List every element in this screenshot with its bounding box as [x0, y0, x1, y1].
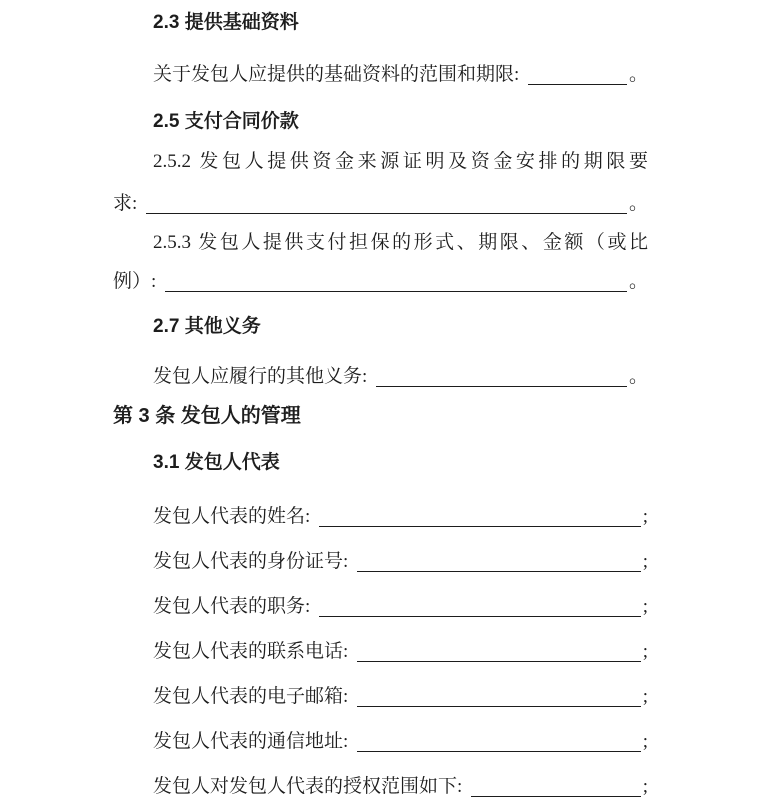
heading-3-1: 3.1 发包人代表 [153, 452, 280, 473]
clause-text: 2.5.2 发包人提供资金来源证明及资金安排的期限要 [153, 151, 648, 172]
field-other-obligations [153, 365, 648, 389]
blank-underline-field[interactable] [319, 507, 640, 527]
blank-underline-field[interactable] [357, 732, 640, 752]
field-basic-materials-scope [153, 63, 648, 87]
field-rep-name [153, 505, 648, 529]
blank-underline-field[interactable] [319, 597, 640, 617]
punctuation: ; [642, 641, 648, 662]
field-rep-address [153, 730, 648, 754]
field-rep-email [153, 685, 648, 709]
blank-underline-field[interactable] [165, 272, 627, 292]
field-label: 例）: [113, 271, 157, 292]
field-label: 发包人代表的联系电话: [153, 641, 349, 662]
clause-2-5-2 [113, 151, 648, 216]
field-label: 求: [113, 193, 138, 214]
punctuation: ; [642, 776, 648, 797]
field-rep-id-number [153, 550, 648, 574]
punctuation: 。 [628, 366, 648, 387]
blank-underline-field[interactable] [357, 642, 640, 662]
field-rep-phone [153, 640, 648, 664]
heading-2-3: 2.3 提供基础资料 [153, 12, 299, 33]
blank-underline-field[interactable] [357, 687, 640, 707]
field-label: 发包人代表的通信地址: [153, 731, 349, 752]
punctuation: ; [642, 551, 648, 572]
heading-article-3: 第 3 条 发包人的管理 [113, 405, 301, 427]
heading-2-7: 2.7 其他义务 [153, 316, 261, 337]
punctuation: ; [642, 686, 648, 707]
punctuation: ; [642, 506, 648, 527]
field-label: 关于发包人应提供的基础资料的范围和期限: [153, 64, 520, 85]
field-label: 发包人代表的身份证号: [153, 551, 349, 572]
clause-2-5-3 [113, 232, 648, 294]
punctuation: 。 [628, 271, 648, 292]
clause-text: 2.5.3 发包人提供支付担保的形式、期限、金额（或比 [153, 232, 648, 253]
heading-2-5: 2.5 支付合同价款 [153, 111, 299, 132]
field-authorization-scope [153, 775, 648, 799]
field-label: 发包人代表的电子邮箱: [153, 686, 349, 707]
punctuation: ; [642, 731, 648, 752]
blank-underline-field[interactable] [146, 194, 627, 214]
blank-underline-field[interactable] [471, 777, 640, 797]
field-label: 发包人代表的职务: [153, 596, 311, 617]
punctuation: 。 [628, 193, 648, 214]
field-rep-position [153, 595, 648, 619]
punctuation: ; [642, 596, 648, 617]
field-label: 发包人对发包人代表的授权范围如下: [153, 776, 463, 797]
punctuation: 。 [628, 64, 648, 85]
blank-underline-field[interactable] [357, 552, 640, 572]
field-label: 发包人代表的姓名: [153, 506, 311, 527]
blank-underline-field[interactable] [528, 65, 627, 85]
field-label: 发包人应履行的其他义务: [153, 366, 368, 387]
blank-underline-field[interactable] [376, 367, 627, 387]
